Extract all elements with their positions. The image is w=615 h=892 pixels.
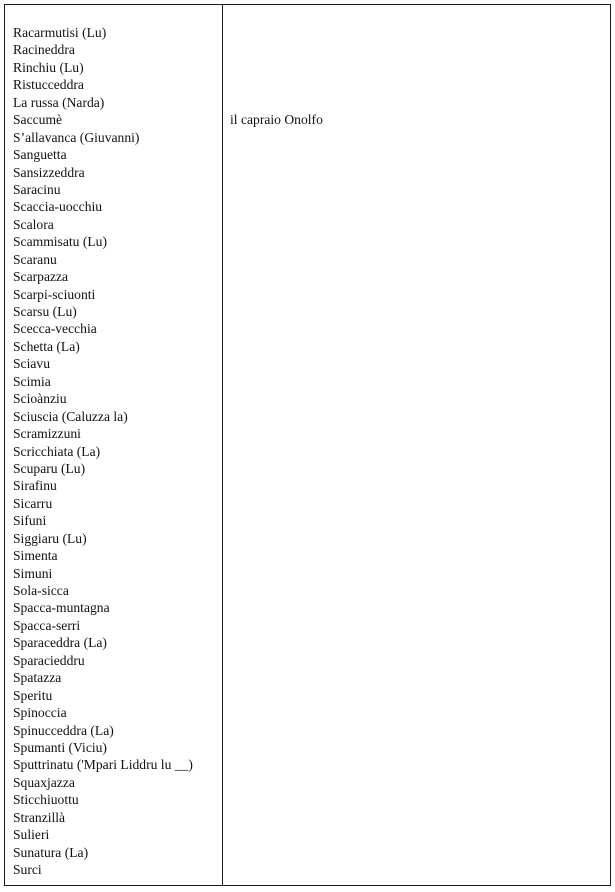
table-row-note	[230, 59, 600, 76]
table-row-name: Scricchiata (La)	[13, 443, 101, 459]
table-row-name: Stranzillà	[13, 809, 66, 825]
table-row-name: Scalora	[13, 216, 54, 232]
table-row-name: Scarpazza	[13, 269, 69, 285]
table-row-name: Saccumè	[13, 112, 63, 128]
table-row-note	[230, 652, 600, 669]
table-row-note	[230, 268, 600, 285]
table-row-name: Sciuscia (Caluzza la)	[13, 408, 128, 424]
table-row-name: La russa (Narda)	[13, 94, 105, 110]
table-row-note	[230, 547, 600, 564]
table-row-note	[230, 303, 600, 320]
table-row-note	[230, 809, 600, 826]
table-row-name: Sola-sicca	[13, 583, 69, 598]
table-row-note	[230, 24, 600, 41]
table-row-name: Scuparu (Lu)	[13, 460, 86, 476]
table-row-name: Sparaceddra (La)	[13, 635, 107, 651]
table-row-note	[230, 425, 600, 442]
table-row-name: S’allavanca (Giuvanni)	[13, 129, 140, 145]
table-row-name: Scaccia-uocchiu	[13, 199, 103, 215]
table-row-note	[230, 582, 600, 599]
table-row-name: Spinucceddra (La)	[13, 722, 114, 738]
table-row-note	[230, 599, 600, 616]
table-row-note	[230, 146, 600, 163]
table-row-name: Racineddra	[13, 42, 75, 58]
table-row-name: Surci	[13, 862, 42, 877]
table-row-name: Ristucceddra	[13, 77, 84, 93]
table-row-name: Sicarru	[13, 495, 53, 511]
table-row-name: Scammisatu (Lu)	[13, 234, 108, 250]
table-row-note	[230, 512, 600, 529]
table-row-name: Saracinu	[13, 181, 61, 197]
table-row-note	[230, 408, 600, 425]
table-row-note	[230, 233, 600, 250]
table-row-note	[230, 477, 600, 494]
table-row-name: Sparacieddru	[13, 652, 85, 668]
table-row-note	[230, 94, 600, 111]
table-row-name: Spumanti (Viciu)	[13, 739, 107, 755]
table-row-note	[230, 164, 600, 181]
table-row-note	[230, 338, 600, 355]
table-row-name: Scecca-vecchia	[13, 321, 97, 337]
table-row-note	[230, 861, 600, 878]
table-row-name: Sputtrinatu ('Mpari Liddru lu __)	[13, 757, 193, 773]
table-row-note	[230, 791, 600, 808]
table-row-note: il capraio Onolfo	[230, 112, 323, 128]
table-row-name: Scarpi-sciuonti	[13, 286, 96, 302]
table-row-name: Scaranu	[13, 251, 57, 267]
table-row-name: Spacca-serri	[13, 617, 81, 633]
table-row-name: Scioànziu	[13, 391, 67, 407]
table-row-note	[230, 251, 600, 268]
table-row-note	[230, 286, 600, 303]
table-row-note	[230, 565, 600, 582]
table-row-note	[230, 41, 600, 58]
table-row-name: Sunatura (La)	[13, 844, 89, 860]
table-row-name: Sansizzeddra	[13, 164, 85, 180]
table-row-note	[230, 756, 600, 773]
table-row-name: Scimia	[13, 373, 51, 389]
nickname-table	[4, 4, 611, 886]
table-row-name: Squaxjazza	[13, 774, 75, 790]
table-row-note	[230, 460, 600, 477]
table-row-note	[230, 373, 600, 390]
table-row-name: Simuni	[13, 565, 53, 581]
table-row-note	[230, 181, 600, 198]
table-row-note	[230, 76, 600, 93]
table-row-name: Simenta	[13, 548, 58, 564]
table-row-name: Sirafinu	[13, 478, 57, 494]
table-row-note	[230, 617, 600, 634]
table-row-name: Spatazza	[13, 670, 62, 686]
table-row-note	[230, 687, 600, 704]
table-row-note	[230, 198, 600, 215]
table-row-note	[230, 774, 600, 791]
table-row-name: Spacca-muntagna	[13, 600, 110, 616]
note-column	[230, 24, 600, 878]
table-row-name: Sifuni	[13, 513, 47, 529]
table-row-name: Racarmutisi (Lu)	[13, 25, 107, 40]
table-row-name: Siggiaru (Lu)	[13, 530, 87, 546]
nickname-column	[13, 24, 218, 878]
table-row-name: Schetta (La)	[13, 338, 80, 354]
table-row-note	[230, 844, 600, 861]
table-row-note	[230, 390, 600, 407]
table-row-note	[230, 355, 600, 372]
table-row-name: Sanguetta	[13, 147, 67, 163]
table-row-name: Scramizzuni	[13, 426, 81, 442]
table-row-name: Scarsu (Lu)	[13, 304, 77, 319]
table-row-name: Sciavu	[13, 356, 50, 372]
table-row-name: Rinchiu (Lu)	[13, 59, 84, 75]
table-row-note	[230, 669, 600, 686]
table-row-note	[230, 216, 600, 233]
table-row-name: Spinoccia	[13, 705, 67, 721]
table-row-name: Sticchiuottu	[13, 792, 79, 808]
table-row-note	[230, 129, 600, 146]
table-row-name: Speritu	[13, 687, 53, 703]
table-row-note	[230, 634, 600, 651]
table-row-note	[230, 704, 600, 721]
table-row-name: Sulieri	[13, 827, 50, 843]
table-row-note	[230, 443, 600, 460]
table-row-note	[230, 495, 600, 512]
table-row-note	[230, 530, 600, 547]
table-row-note	[230, 739, 600, 756]
table-row-note	[230, 320, 600, 337]
column-divider	[222, 5, 223, 885]
table-row-note	[230, 826, 600, 843]
table-row-note	[230, 722, 600, 739]
